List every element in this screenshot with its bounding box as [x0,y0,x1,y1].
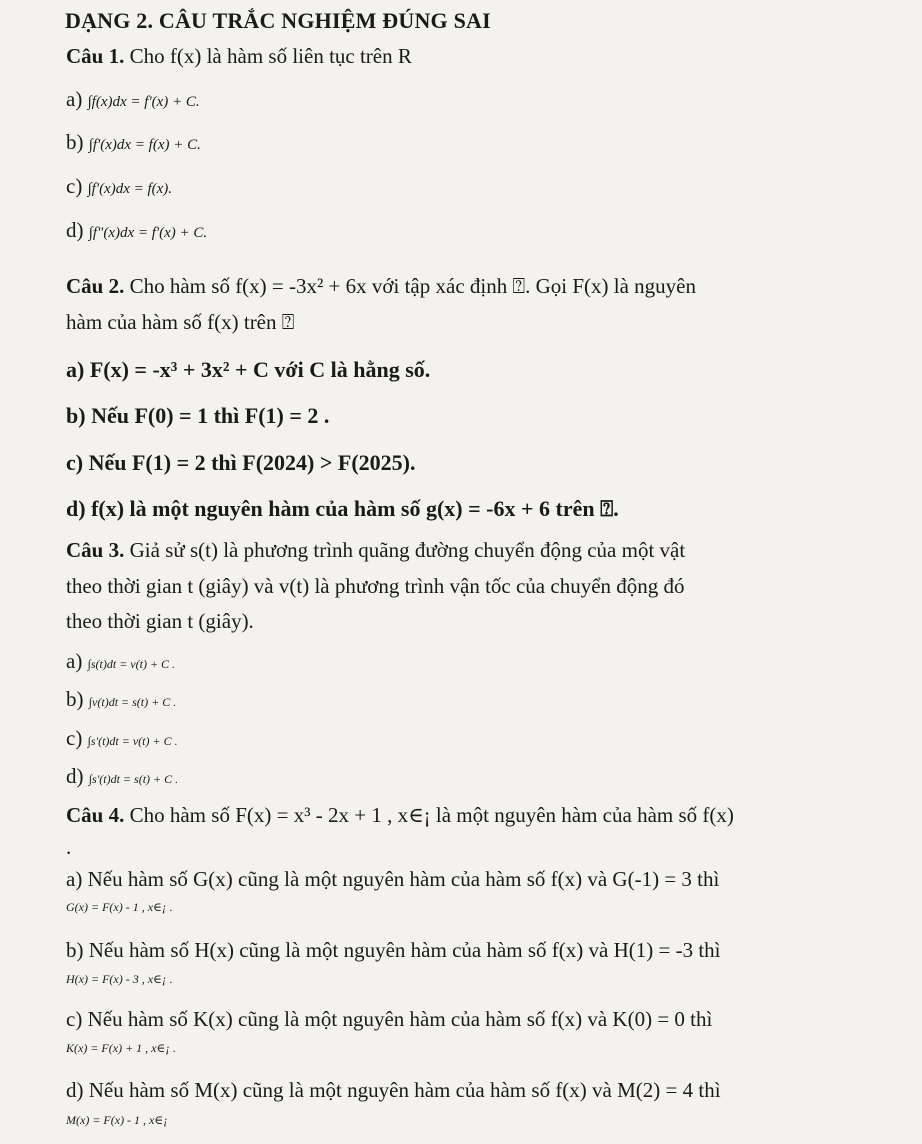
q1-stem: Cho f(x) là hàm số liên tục trên R [129,44,412,68]
q2-stem-line-2: hàm của hàm số f(x) trên ⍰ [66,310,295,334]
q3-option-d: d) ∫s'(t)dt = s(t) + C . [66,764,179,788]
q3-stem-line-2: theo thời gian t (giây) và v(t) là phương trình vận tốc của chuyển động đó [66,574,685,598]
q2-stem-line [66,276,696,297]
q1-option-c: c) ∫f'(x)dx = f(x). [66,174,173,198]
q2-label: Câu 2. [66,274,125,298]
q1-stem-line [66,46,412,67]
q4-option-b-cont: H(x) = F(x) - 3 , x∈¡ . [66,972,173,986]
q4-option-a-cont: G(x) = F(x) - 1 , x∈¡ . [66,900,173,914]
q3-option-c: c) ∫s'(t)dt = v(t) + C . [66,726,178,750]
q3-label: Câu 3. [66,538,125,562]
q2-option-c: c) Nếu F(1) = 2 thì F(2024) > F(2025). [66,450,416,475]
q4-label: Câu 4. [66,803,125,827]
q3-stem: Giả sử s(t) là phương trình quãng đường chuyển động của một vật [129,538,686,562]
q4-option-a: a) Nếu hàm số G(x) cũng là một nguyên hàm của hàm số f(x) và G(-1) = 3 thì [66,867,720,891]
q4-stem-line-2: . [66,835,72,859]
q2-stem: Cho hàm số f(x) = -3x² + 6x với tập xác định ⍰. Gọi F(x) là nguyên [129,274,696,298]
q4-option-d: d) Nếu hàm số M(x) cũng là một nguyên hàm của hàm số f(x) và M(2) = 4 thì [66,1078,721,1102]
q2-option-b: b) Nếu F(0) = 1 thì F(1) = 2 . [66,403,330,428]
section-title: DẠNG 2. CÂU TRẮC NGHIỆM ĐÚNG SAI [65,8,491,33]
q3-stem-line-3: theo thời gian t (giây). [66,609,254,633]
q1-option-d: d) ∫f"(x)dx = f'(x) + C. [66,218,208,242]
q2-option-a: a) F(x) = -x³ + 3x² + C với C là hằng số. [66,357,431,382]
q4-option-b: b) Nếu hàm số H(x) cũng là một nguyên hàm của hàm số f(x) và H(1) = -3 thì [66,938,721,962]
q4-option-c-cont: K(x) = F(x) + 1 , x∈¡ . [66,1041,177,1055]
q1-option-a: a) ∫f(x)dx = f'(x) + C. [66,87,200,111]
q4-stem: Cho hàm số F(x) = x³ - 2x + 1 , x∈¡ là một nguyên hàm của hàm số f(x) [129,803,734,827]
q4-option-c: c) Nếu hàm số K(x) cũng là một nguyên hàm của hàm số f(x) và K(0) = 0 thì [66,1007,713,1031]
q3-stem-line [66,540,685,561]
q3-option-b: b) ∫v(t)dt = s(t) + C . [66,687,177,711]
q1-label: Câu 1. [66,44,125,68]
q4-stem-line [66,805,734,826]
q2-option-d: d) f(x) là một nguyên hàm của hàm số g(x) = -6x + 6 trên ⍰. [66,496,619,521]
q3-option-a: a) ∫s(t)dt = v(t) + C . [66,649,176,673]
q1-option-b: b) ∫f'(x)dx = f(x) + C. [66,130,201,154]
q4-option-d-cont: M(x) = F(x) - 1 , x∈¡ [66,1113,168,1127]
